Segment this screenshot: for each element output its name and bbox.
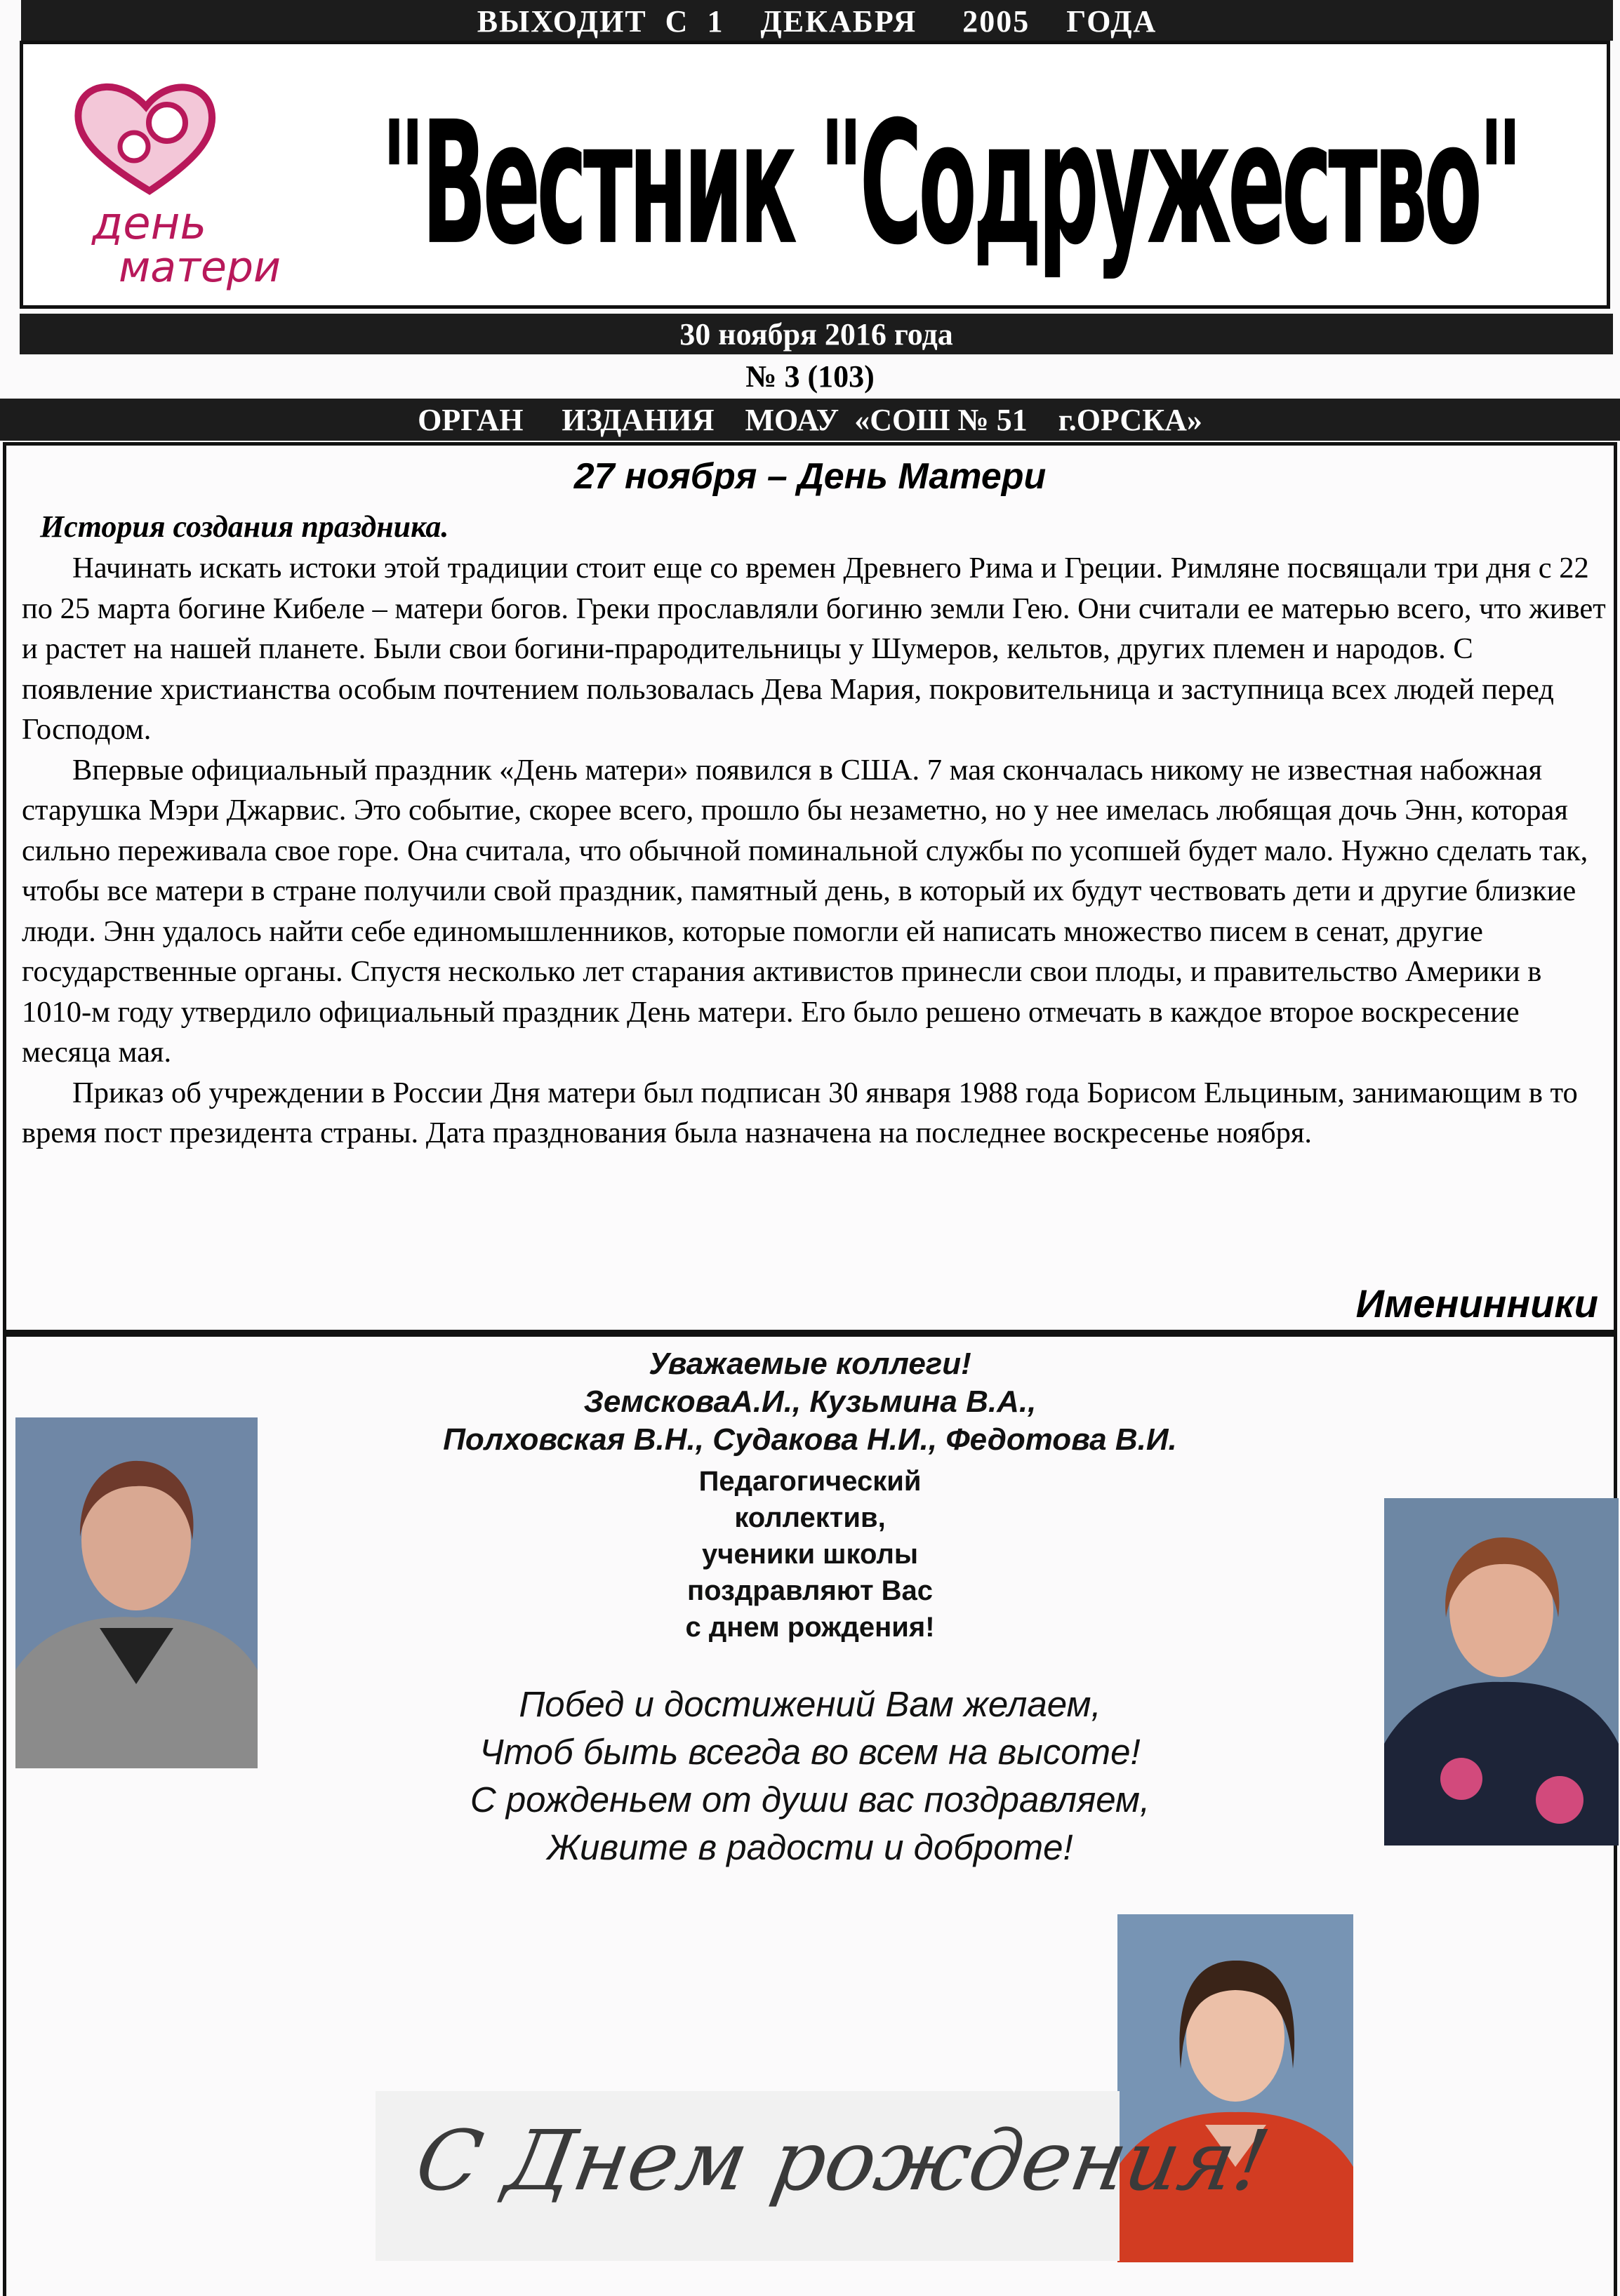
poem-line: С рожденьем от души вас поздравляем, [470, 1780, 1150, 1820]
article-body [22, 548, 1608, 1154]
portrait-photo [1117, 1914, 1353, 2262]
logo-text-line1: день [92, 198, 207, 250]
greeting-line: Полховская В.Н., Судакова Н.И., Федотова В.И. [443, 1422, 1177, 1457]
mothers-day-logo [30, 68, 281, 304]
article-paragraph: Впервые официальный праздник «День матери» появился в США. 7 мая скончалась никому не известная набожная старушка Мэри Джарвис. Это событие, скорее всего, прошло бы незаметно, но у нее имелась любящая дочь Энн, которая сильно переживала свое горе. Она считала, что обычной поминальной службы по усопшей будет мало. Нужно сделать так, чтобы все матери в стране получили свой праздник, памятный день, в который их будут чествовать дети и другие близкие люди. Энн удалось найти себе единомышленников, которые помогли ей написать множество писем в сенат, другие государственные органы. Спустя несколько лет старания активистов принесли свои плоды, и правительство Америки в 1010-м году утвердило официальный праздник День матери. Его было решено отмечать в каждое второе воскресение месяца мая. [22, 753, 1588, 1069]
banner-script-text: С Днем рождения! [409, 2112, 1277, 2209]
publisher-bar: ОРГАН ИЗДАНИЯ МОАУ «СОШ № 51 г.ОРСКА» [0, 399, 1620, 441]
section-title-birthdays: Именинники [1355, 1281, 1598, 1326]
since-banner: ВЫХОДИТ С 1 ДЕКАБРЯ 2005 ГОДА [21, 0, 1613, 41]
article-paragraph: Приказ об учреждении в России Дня матери был подписан 30 января 1988 года Борисом Ельциным, занимающим в то время пост президента страны. Дата празднования была назначена на последнее воскресенье ноября. [22, 1076, 1578, 1149]
portrait-photo [15, 1417, 258, 1768]
greeting-line: с днем рождения! [685, 1612, 935, 1643]
greeting-line: Педагогический [698, 1466, 922, 1497]
article-title: 27 ноября – День Матери [573, 456, 1047, 497]
masthead [20, 41, 1610, 309]
greeting-line: ученики школы [701, 1539, 919, 1570]
newspaper-title [290, 64, 1609, 302]
greeting-line: поздравляют Вас [686, 1575, 934, 1606]
logo-text-line2: матери [119, 243, 281, 292]
issue-number: № 3 (103) [745, 359, 875, 394]
poem-line: Побед и достижений Вам желаем, [519, 1684, 1101, 1724]
heart-mother-child-icon [30, 68, 272, 208]
newspaper-title-text: "Вестник "Содружество" [380, 84, 1519, 282]
issue-date: 30 ноября 2016 года [20, 314, 1613, 354]
happy-birthday-banner [376, 2091, 1277, 2261]
article-paragraph: Начинать искать истоки этой традиции стоит еще со времен Древнего Рима и Греции. Римляне посвящали три дня с 22 по 25 марта богине Кибеле – матери богов. Греки прославляли богиню земли Гею. Они считали ее матерью всего, что живет и растет на нашей планете. Были свои богини-прародительницы у Шумеров, кельтов, других племен и народов. С появление христианства особым почтением пользовалась Дева Мария, покровительница и заступница всех людей перед Господом. [22, 552, 1606, 746]
portrait-photo [1384, 1498, 1619, 1846]
poem-line: Живите в радости и доброте! [547, 1827, 1073, 1867]
greeting-line: коллектив, [734, 1502, 886, 1533]
article [3, 442, 1617, 1333]
poem-line: Чтоб быть всегда во всем на высоте! [479, 1732, 1141, 1772]
greeting-line: ЗемсковаА.И., Кузьмина В.А., [583, 1384, 1037, 1419]
greeting-line: Уважаемые коллеги! [649, 1347, 971, 1381]
article-subtitle: История создания праздника. [40, 509, 449, 544]
